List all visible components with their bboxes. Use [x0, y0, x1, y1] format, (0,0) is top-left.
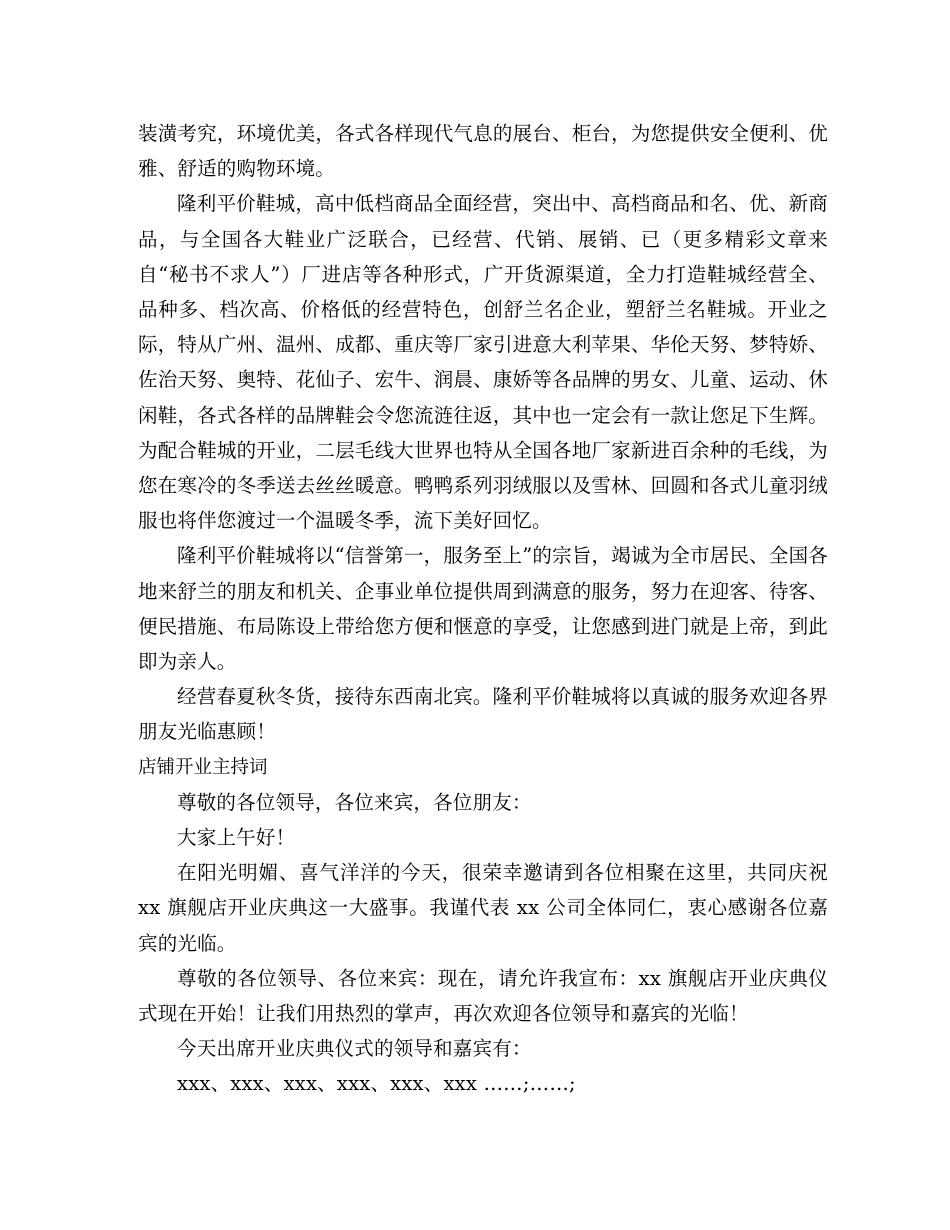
speech-guests-intro: 今天出席开业庆典仪式的领导和嘉宾有： [177, 1037, 532, 1061]
document-page [138, 116, 828, 1102]
speech-greeting: 尊敬的各位领导，各位来宾，各位朋友： [177, 790, 532, 814]
speech-opening: 在阳光明媚、喜气洋洋的今天，很荣幸邀请到各位相聚在这里，共同庆祝 xx 旗舰店开业庆典这一大盛事。我谨代表 xx 公司全体同仁，衷心感谢各位嘉宾的光临。 [138, 861, 828, 955]
speech-guest-list: xxx、xxx、xxx、xxx、xxx、xxx ……;……; [177, 1072, 576, 1096]
paragraph-welcome: 经营春夏秋冬货，接待东西南北宾。隆利平价鞋城将以真诚的服务欢迎各界朋友光临惠顾！ [138, 685, 828, 744]
paragraph-products: 隆利平价鞋城，高中低档商品全面经营，突出中、高档商品和名、优、新商品，与全国各大鞋业广泛联合，已经营、代销、展销、已（更多精彩文章来自“秘书不求人”）厂进店等各种形式，广开货源渠道，全力打造鞋城经营全、品种多、档次高、价格低的经营特色，创舒兰名企业，塑舒兰名鞋城。开业之际，特从广州、温州、成都、重庆等厂家引进意大利苹果、华伦天努、梦特娇、佐治天努、奥特、花仙子、宏牛、润晨、康娇等各品牌的男女、儿童、运动、休闲鞋，各式各样的品牌鞋会令您流涟往返，其中也一定会有一款让您足下生辉。为配合鞋城的开业，二层毛线大世界也特从全国各地厂家新进百余种的毛线，为您在寒冷的冬季送去丝丝暖意。鸭鸭系列羽绒服以及雪林、回圆和各式儿童羽绒服也将伴您渡过一个温暖冬季，流下美好回忆。 [138, 192, 828, 533]
section-heading: 店铺开业主持词 [138, 756, 268, 778]
speech-announcement: 尊敬的各位领导、各位来宾：现在，请允许我宣布：xx 旗舰店开业庆典仪式现在开始！让我们用热烈的掌声，再次欢迎各位领导和嘉宾的光临！ [138, 966, 828, 1026]
paragraph-service: 隆利平价鞋城将以“信誉第一，服务至上”的宗旨，竭诚为全市居民、全国各地来舒兰的朋友和机关、企事业单位提供周到满意的服务，努力在迎客、待客、便民措施、布局陈设上带给您方便和惬意的享受，让您感到进门就是上帝，到此即为亲人。 [138, 544, 828, 674]
speech-good-morning: 大家上午好！ [177, 826, 296, 850]
paragraph-intro: 装潢考究，环境优美，各式各样现代气息的展台、柜台，为您提供安全便利、优雅、舒适的购物环境。 [138, 122, 828, 181]
